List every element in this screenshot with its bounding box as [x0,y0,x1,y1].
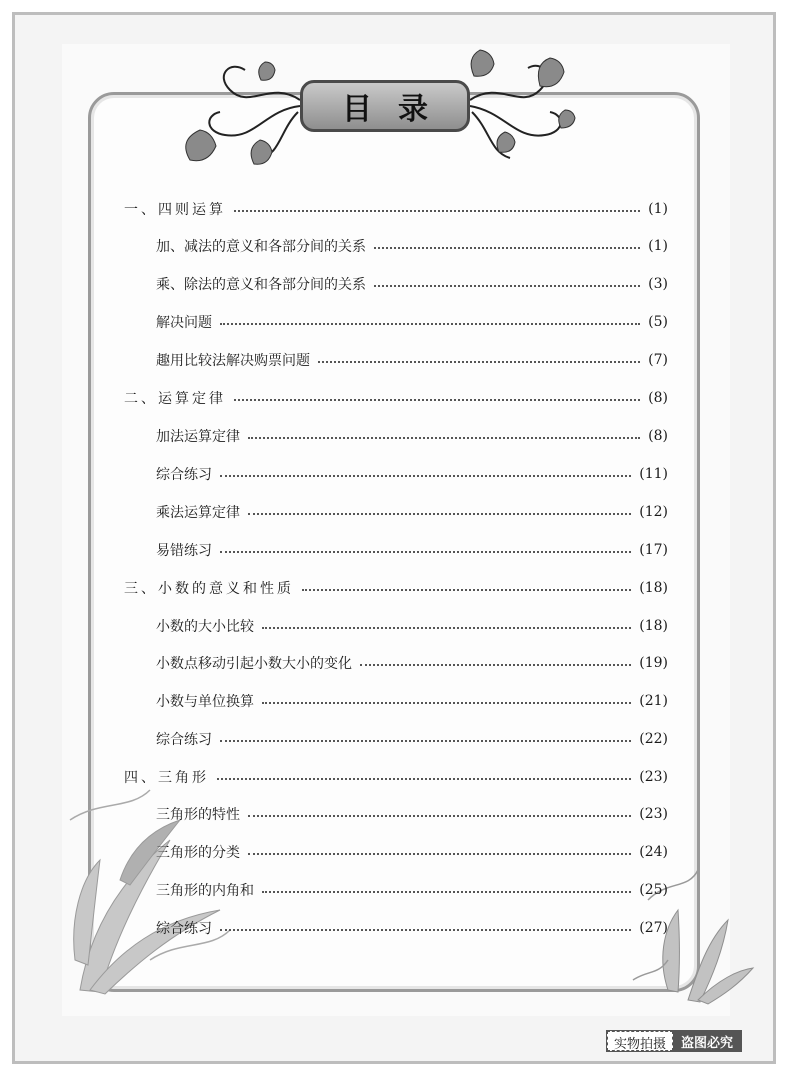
dot-leader [262,627,631,629]
toc-entry-label: 乘、除法的意义和各部分间的关系 [156,277,366,293]
toc-row[interactable] [156,879,668,901]
dot-leader [217,778,631,780]
dot-leader [248,513,631,515]
toc-page-number: (5) [648,314,668,330]
toc-entry-label: 加、减法的意义和各部分间的关系 [156,239,366,255]
toc-row[interactable] [156,463,668,485]
dot-leader [220,551,631,553]
toc-entry-label: 三、小数的意义和性质 [124,581,294,597]
toc-page-number: (7) [648,352,668,368]
toc-page-number: (27) [639,920,668,936]
dot-leader [220,323,640,325]
toc-title: 目录 [342,92,454,127]
toc-row[interactable] [156,803,668,825]
dot-leader [262,891,631,893]
toc-entry-label: 综合练习 [156,467,212,483]
toc-page-number: (17) [639,542,668,558]
toc-row[interactable] [156,235,668,257]
toc-page-number: (1) [648,201,668,217]
toc-row[interactable] [124,198,668,220]
stamp-left-text: 实物拍摄 [607,1031,673,1051]
toc-row[interactable] [156,652,668,674]
toc-row[interactable] [156,311,668,333]
toc-entry-label: 一、四则运算 [124,202,226,218]
stamp-right-text: 盗图必究 [673,1031,741,1051]
dot-leader [234,399,640,401]
toc-entry-label: 易错练习 [156,543,212,559]
toc-entry-label: 三角形的特性 [156,807,240,823]
dot-leader [220,475,631,477]
toc-row[interactable] [124,387,668,409]
toc-row[interactable] [124,577,668,599]
toc-row[interactable] [156,841,668,863]
toc-page-number: (11) [639,466,668,482]
toc-row[interactable] [156,539,668,561]
toc-entry-label: 解决问题 [156,315,212,331]
toc-page-number: (3) [648,276,668,292]
toc-entry-label: 小数与单位换算 [156,694,254,710]
dot-leader [248,853,631,855]
toc-page-number: (18) [639,618,668,634]
dot-leader [318,361,640,363]
toc-entry-label: 四、三角形 [124,770,209,786]
toc-page-number: (22) [639,731,668,747]
watermark-stamp [606,1030,742,1052]
toc-page-number: (23) [639,769,668,785]
dot-leader [234,210,640,212]
toc-page-number: (1) [648,238,668,254]
toc-row[interactable] [156,501,668,523]
toc-row[interactable] [124,766,668,788]
toc-page-number: (25) [639,882,668,898]
toc-page-number: (18) [639,580,668,596]
toc-entry-label: 趣用比较法解决购票问题 [156,353,310,369]
toc-row[interactable] [156,349,668,371]
toc-entry-label: 乘法运算定律 [156,505,240,521]
toc-row[interactable] [156,917,668,939]
toc-row[interactable] [156,728,668,750]
toc-entry-label: 二、运算定律 [124,391,226,407]
toc-page-number: (8) [648,390,668,406]
dot-leader [248,815,631,817]
toc-entry-label: 三角形的分类 [156,845,240,861]
toc-entry-label: 三角形的内角和 [156,883,254,899]
toc-page-number: (12) [639,504,668,520]
toc-entry-label: 加法运算定律 [156,429,240,445]
toc-entry-label: 综合练习 [156,732,212,748]
dot-leader [360,664,631,666]
toc-page-number: (21) [639,693,668,709]
toc-title-badge [300,80,470,132]
dot-leader [220,740,631,742]
dot-leader [302,589,631,591]
toc-entry-label: 小数的大小比较 [156,619,254,635]
toc-entry-label: 综合练习 [156,921,212,937]
toc-entry-label: 小数点移动引起小数大小的变化 [156,656,352,672]
toc-page-number: (23) [639,806,668,822]
dot-leader [374,247,640,249]
dot-leader [220,929,631,931]
toc-page-number: (24) [639,844,668,860]
toc-row[interactable] [156,615,668,637]
toc-row[interactable] [156,273,668,295]
toc-page-number: (8) [648,428,668,444]
toc-row[interactable] [156,425,668,447]
toc-row[interactable] [156,690,668,712]
toc-page-number: (19) [639,655,668,671]
dot-leader [374,285,640,287]
dot-leader [262,702,631,704]
dot-leader [248,437,640,439]
